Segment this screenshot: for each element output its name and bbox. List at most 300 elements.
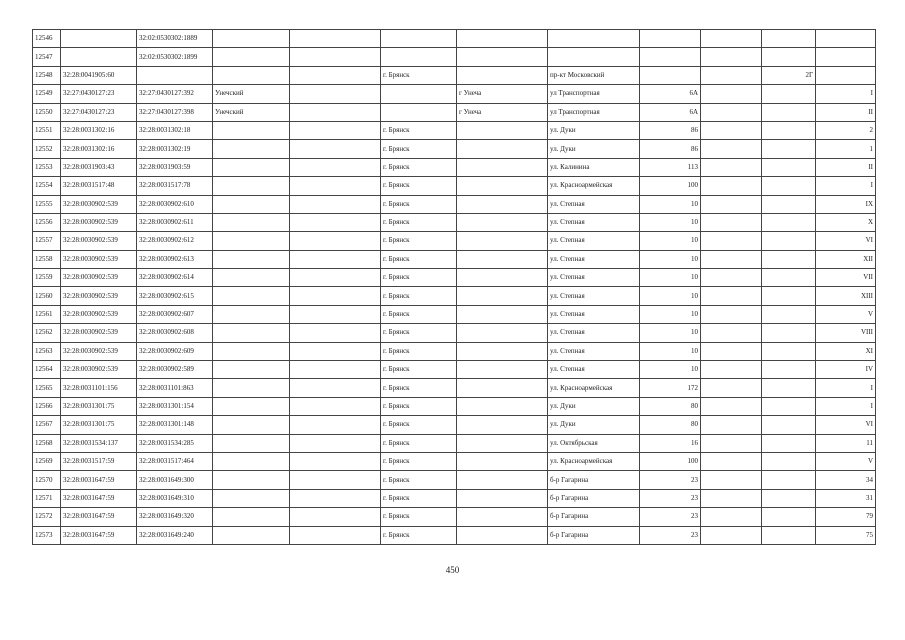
table-cell: [213, 269, 290, 287]
table-cell: [290, 269, 381, 287]
table-row: [33, 48, 876, 66]
table-cell: [290, 416, 381, 434]
table-cell: [640, 66, 701, 84]
table-cell: [701, 103, 762, 121]
table-cell: ул. Степная: [548, 195, 640, 213]
table-cell: б-р Гагарина: [548, 489, 640, 507]
table-cell: 10: [640, 232, 701, 250]
table-cell: 32:28:0030902:613: [137, 250, 213, 268]
table-cell: ул. Степная: [548, 269, 640, 287]
table-cell: б-р Гагарина: [548, 526, 640, 544]
table-cell: [457, 489, 548, 507]
table-cell: 32:28:0031301:75: [61, 416, 137, 434]
table-cell: ул. Дуки: [548, 397, 640, 415]
table-cell: 12565: [33, 379, 61, 397]
table-cell: г Унеча: [457, 103, 548, 121]
table-cell: [457, 397, 548, 415]
table-cell: [61, 30, 137, 48]
table-cell: [762, 489, 816, 507]
table-cell: [762, 103, 816, 121]
table-cell: [457, 471, 548, 489]
table-cell: ул. Калинина: [548, 158, 640, 176]
table-cell: [457, 452, 548, 470]
table-cell: VI: [816, 232, 876, 250]
table-cell: [213, 489, 290, 507]
table-cell: г. Брянск: [381, 452, 457, 470]
table-cell: [701, 305, 762, 323]
table-cell: 32:28:0031534:137: [61, 434, 137, 452]
table-cell: XI: [816, 342, 876, 360]
table-cell: ул. Степная: [548, 213, 640, 231]
table-cell: [762, 471, 816, 489]
table-cell: [290, 250, 381, 268]
table-cell: I: [816, 177, 876, 195]
table-cell: [213, 434, 290, 452]
table-cell: V: [816, 305, 876, 323]
table-cell: [457, 434, 548, 452]
table-row: [33, 305, 876, 323]
table-cell: 32:28:0031517:464: [137, 452, 213, 470]
table-cell: 10: [640, 342, 701, 360]
table-cell: [213, 324, 290, 342]
table-cell: ул. Красноармейская: [548, 379, 640, 397]
table-cell: [290, 140, 381, 158]
table-cell: [701, 287, 762, 305]
table-cell: 12568: [33, 434, 61, 452]
table-cell: 86: [640, 140, 701, 158]
table-cell: [213, 379, 290, 397]
table-cell: 32:28:0030902:607: [137, 305, 213, 323]
table-cell: 32:27:0430127:392: [137, 85, 213, 103]
table-cell: 32:28:0030902:614: [137, 269, 213, 287]
table-cell: [701, 177, 762, 195]
table-cell: 12553: [33, 158, 61, 176]
table-cell: I: [816, 85, 876, 103]
table-cell: [701, 508, 762, 526]
table-cell: [290, 121, 381, 139]
table-cell: IX: [816, 195, 876, 213]
table-cell: [701, 489, 762, 507]
table-cell: 23: [640, 508, 701, 526]
table-cell: I: [816, 397, 876, 415]
table-cell: [640, 30, 701, 48]
table-cell: г. Брянск: [381, 361, 457, 379]
table-cell: [213, 397, 290, 415]
table-row: [33, 158, 876, 176]
table-cell: г. Брянск: [381, 232, 457, 250]
table-cell: 12546: [33, 30, 61, 48]
table-cell: [701, 416, 762, 434]
table-cell: [290, 213, 381, 231]
table-cell: ул. Красноармейская: [548, 452, 640, 470]
table-cell: [701, 158, 762, 176]
table-cell: г. Брянск: [381, 66, 457, 84]
table-cell: VIII: [816, 324, 876, 342]
table-cell: [457, 324, 548, 342]
table-cell: 32:28:0031301:75: [61, 397, 137, 415]
table-row: [33, 195, 876, 213]
table-row: [33, 103, 876, 121]
table-cell: ул. Степная: [548, 287, 640, 305]
table-cell: [213, 213, 290, 231]
table-cell: [213, 158, 290, 176]
table-cell: [762, 342, 816, 360]
table-cell: [213, 508, 290, 526]
table-cell: XII: [816, 250, 876, 268]
table-cell: [290, 342, 381, 360]
table-cell: [762, 232, 816, 250]
table-cell: г. Брянск: [381, 434, 457, 452]
table-cell: 32:28:0031534:285: [137, 434, 213, 452]
table-cell: [762, 434, 816, 452]
table-cell: 16: [640, 434, 701, 452]
table-cell: 32:28:0030902:539: [61, 324, 137, 342]
table-cell: 32:28:0030902:610: [137, 195, 213, 213]
table-cell: 12559: [33, 269, 61, 287]
table-cell: [701, 121, 762, 139]
table-cell: [701, 250, 762, 268]
table-cell: [290, 471, 381, 489]
table-cell: ул. Степная: [548, 324, 640, 342]
table-cell: 32:28:0031517:59: [61, 452, 137, 470]
table-cell: 32:28:0031101:156: [61, 379, 137, 397]
table-cell: [548, 30, 640, 48]
table-cell: 79: [816, 508, 876, 526]
registry-table: [32, 29, 876, 545]
table-cell: 12548: [33, 66, 61, 84]
table-cell: г. Брянск: [381, 471, 457, 489]
table-cell: [213, 342, 290, 360]
table-cell: XIII: [816, 287, 876, 305]
table-cell: [762, 416, 816, 434]
table-cell: [213, 305, 290, 323]
table-cell: 32:28:0031101:863: [137, 379, 213, 397]
table-cell: [701, 232, 762, 250]
table-cell: [701, 213, 762, 231]
table-cell: [457, 269, 548, 287]
table-row: [33, 121, 876, 139]
table-cell: 11: [816, 434, 876, 452]
table-cell: 32:28:0030902:539: [61, 287, 137, 305]
table-cell: ул. Степная: [548, 342, 640, 360]
table-cell: г. Брянск: [381, 324, 457, 342]
table-cell: 32:28:0030902:589: [137, 361, 213, 379]
table-cell: [457, 158, 548, 176]
table-cell: 23: [640, 489, 701, 507]
table-cell: 10: [640, 250, 701, 268]
table-cell: [457, 379, 548, 397]
table-cell: [762, 48, 816, 66]
table-cell: [290, 158, 381, 176]
table-cell: 10: [640, 324, 701, 342]
table-cell: [701, 526, 762, 544]
table-cell: [762, 324, 816, 342]
table-cell: [213, 66, 290, 84]
table-cell: [381, 30, 457, 48]
table-cell: [457, 416, 548, 434]
table-cell: [816, 30, 876, 48]
table-cell: г. Брянск: [381, 177, 457, 195]
table-cell: 1: [816, 140, 876, 158]
table-cell: 12571: [33, 489, 61, 507]
table-row: [33, 287, 876, 305]
table-cell: [213, 232, 290, 250]
table-cell: [213, 250, 290, 268]
table-cell: ул. Степная: [548, 361, 640, 379]
table-cell: [762, 397, 816, 415]
table-cell: X: [816, 213, 876, 231]
table-cell: [457, 526, 548, 544]
table-cell: 32:28:0031517:78: [137, 177, 213, 195]
table-cell: [762, 269, 816, 287]
table-cell: 32:28:0030902:608: [137, 324, 213, 342]
table-cell: 12569: [33, 452, 61, 470]
table-cell: [213, 361, 290, 379]
table-cell: 32:28:0031647:59: [61, 508, 137, 526]
table-cell: 12560: [33, 287, 61, 305]
table-cell: [290, 361, 381, 379]
table-cell: г. Брянск: [381, 213, 457, 231]
table-cell: [701, 66, 762, 84]
table-cell: [457, 30, 548, 48]
table-cell: [816, 66, 876, 84]
table-row: [33, 379, 876, 397]
table-cell: г. Брянск: [381, 158, 457, 176]
table-cell: [213, 48, 290, 66]
table-cell: 12573: [33, 526, 61, 544]
table-cell: 32:28:0030902:539: [61, 250, 137, 268]
table-cell: 12554: [33, 177, 61, 195]
table-row: [33, 489, 876, 507]
table-row: [33, 526, 876, 544]
table-cell: г. Брянск: [381, 526, 457, 544]
table-cell: [213, 471, 290, 489]
table-cell: IV: [816, 361, 876, 379]
table-cell: 32:27:0430127:23: [61, 103, 137, 121]
table-cell: [457, 361, 548, 379]
table-cell: 12551: [33, 121, 61, 139]
table-cell: 12572: [33, 508, 61, 526]
table-cell: [701, 85, 762, 103]
table-cell: [213, 177, 290, 195]
table-row: [33, 452, 876, 470]
table-cell: 12570: [33, 471, 61, 489]
table-cell: [290, 434, 381, 452]
table-cell: [213, 526, 290, 544]
table-cell: Унечский: [213, 103, 290, 121]
table-cell: VI: [816, 416, 876, 434]
table-cell: II: [816, 158, 876, 176]
table-cell: г. Брянск: [381, 195, 457, 213]
table-cell: г. Брянск: [381, 269, 457, 287]
table-cell: г. Брянск: [381, 379, 457, 397]
table-cell: 100: [640, 452, 701, 470]
table-cell: Унечский: [213, 85, 290, 103]
table-cell: 32:28:0031302:16: [61, 140, 137, 158]
table-cell: 2Г: [762, 66, 816, 84]
table-cell: II: [816, 103, 876, 121]
table-cell: ул. Красноармейская: [548, 177, 640, 195]
table-cell: ул. Дуки: [548, 416, 640, 434]
table-cell: [762, 379, 816, 397]
table-cell: [457, 232, 548, 250]
table-cell: [290, 379, 381, 397]
table-cell: [381, 48, 457, 66]
table-cell: 10: [640, 195, 701, 213]
table-cell: 32:28:0031649:320: [137, 508, 213, 526]
table-cell: 32:28:0031301:154: [137, 397, 213, 415]
table-cell: 86: [640, 121, 701, 139]
table-cell: 12562: [33, 324, 61, 342]
table-cell: [290, 452, 381, 470]
table-cell: 12556: [33, 213, 61, 231]
table-cell: [701, 452, 762, 470]
table-cell: 32:28:0031647:59: [61, 471, 137, 489]
table-cell: 32:28:0031649:310: [137, 489, 213, 507]
table-cell: ул. Степная: [548, 232, 640, 250]
table-cell: [290, 195, 381, 213]
table-cell: [457, 195, 548, 213]
table-cell: [457, 342, 548, 360]
table-cell: [762, 361, 816, 379]
table-cell: 32:02:0530302:1889: [137, 30, 213, 48]
table-cell: пр-кт Московский: [548, 66, 640, 84]
table-cell: VII: [816, 269, 876, 287]
registry-table-body: [33, 30, 876, 545]
table-cell: [381, 103, 457, 121]
table-cell: г. Брянск: [381, 397, 457, 415]
table-cell: [137, 66, 213, 84]
table-cell: 12561: [33, 305, 61, 323]
table-cell: г. Брянск: [381, 305, 457, 323]
table-cell: [762, 195, 816, 213]
table-cell: 80: [640, 397, 701, 415]
table-cell: [457, 48, 548, 66]
table-cell: г. Брянск: [381, 140, 457, 158]
table-cell: 32:02:0530302:1899: [137, 48, 213, 66]
table-cell: [381, 85, 457, 103]
table-cell: 32:28:0030902:539: [61, 213, 137, 231]
table-cell: 10: [640, 287, 701, 305]
table-cell: [762, 140, 816, 158]
table-cell: [701, 342, 762, 360]
page-number: 450: [445, 565, 460, 575]
table-cell: [213, 121, 290, 139]
table-cell: [290, 526, 381, 544]
table-cell: 23: [640, 526, 701, 544]
table-cell: [762, 30, 816, 48]
table-cell: 32:28:0031647:59: [61, 526, 137, 544]
table-cell: 12550: [33, 103, 61, 121]
table-cell: 31: [816, 489, 876, 507]
table-cell: ул Транспортная: [548, 85, 640, 103]
table-cell: I: [816, 379, 876, 397]
table-cell: [701, 379, 762, 397]
table-cell: [701, 471, 762, 489]
table-cell: [701, 48, 762, 66]
table-cell: 10: [640, 361, 701, 379]
table-cell: г. Брянск: [381, 287, 457, 305]
table-cell: 32:28:0031302:18: [137, 121, 213, 139]
table-cell: [457, 508, 548, 526]
table-cell: 32:28:0030902:615: [137, 287, 213, 305]
table-cell: [290, 324, 381, 342]
table-cell: [213, 30, 290, 48]
table-cell: [762, 508, 816, 526]
table-cell: [213, 287, 290, 305]
table-cell: [457, 287, 548, 305]
table-cell: 12557: [33, 232, 61, 250]
table-row: [33, 416, 876, 434]
table-cell: [762, 213, 816, 231]
table-row: [33, 434, 876, 452]
table-cell: 12552: [33, 140, 61, 158]
table-cell: [762, 526, 816, 544]
table-cell: [290, 397, 381, 415]
table-row: [33, 250, 876, 268]
table-cell: [290, 489, 381, 507]
table-row: [33, 269, 876, 287]
table-cell: [701, 397, 762, 415]
table-cell: [762, 121, 816, 139]
table-cell: 32:28:0030902:539: [61, 232, 137, 250]
table-row: [33, 213, 876, 231]
table-cell: 32:27:0430127:23: [61, 85, 137, 103]
table-cell: 32:28:0031302:19: [137, 140, 213, 158]
table-cell: [290, 48, 381, 66]
table-cell: [290, 287, 381, 305]
table-cell: [457, 121, 548, 139]
table-row: [33, 85, 876, 103]
table-cell: 113: [640, 158, 701, 176]
table-cell: г. Брянск: [381, 342, 457, 360]
table-row: [33, 140, 876, 158]
table-cell: [457, 305, 548, 323]
table-cell: 32:28:0031903:59: [137, 158, 213, 176]
table-cell: г. Брянск: [381, 508, 457, 526]
table-cell: [290, 177, 381, 195]
table-cell: г. Брянск: [381, 250, 457, 268]
table-cell: V: [816, 452, 876, 470]
table-row: [33, 177, 876, 195]
table-cell: [290, 85, 381, 103]
table-cell: [290, 305, 381, 323]
table-cell: [457, 250, 548, 268]
table-cell: 32:28:0030902:539: [61, 361, 137, 379]
table-cell: [762, 177, 816, 195]
table-cell: 172: [640, 379, 701, 397]
table-cell: 23: [640, 471, 701, 489]
table-cell: 32:28:0031647:59: [61, 489, 137, 507]
table-row: [33, 397, 876, 415]
table-row: [33, 66, 876, 84]
table-cell: 32:28:0030902:609: [137, 342, 213, 360]
table-cell: ул. Октябрьская: [548, 434, 640, 452]
table-cell: ул. Степная: [548, 305, 640, 323]
table-cell: 10: [640, 213, 701, 231]
table-cell: [701, 434, 762, 452]
table-cell: [701, 195, 762, 213]
table-cell: [816, 48, 876, 66]
table-cell: б-р Гагарина: [548, 471, 640, 489]
table-cell: [762, 452, 816, 470]
table-cell: [213, 195, 290, 213]
table-cell: [290, 66, 381, 84]
table-cell: 12555: [33, 195, 61, 213]
table-cell: [640, 48, 701, 66]
table-cell: [701, 324, 762, 342]
table-cell: 32:27:0430127:398: [137, 103, 213, 121]
